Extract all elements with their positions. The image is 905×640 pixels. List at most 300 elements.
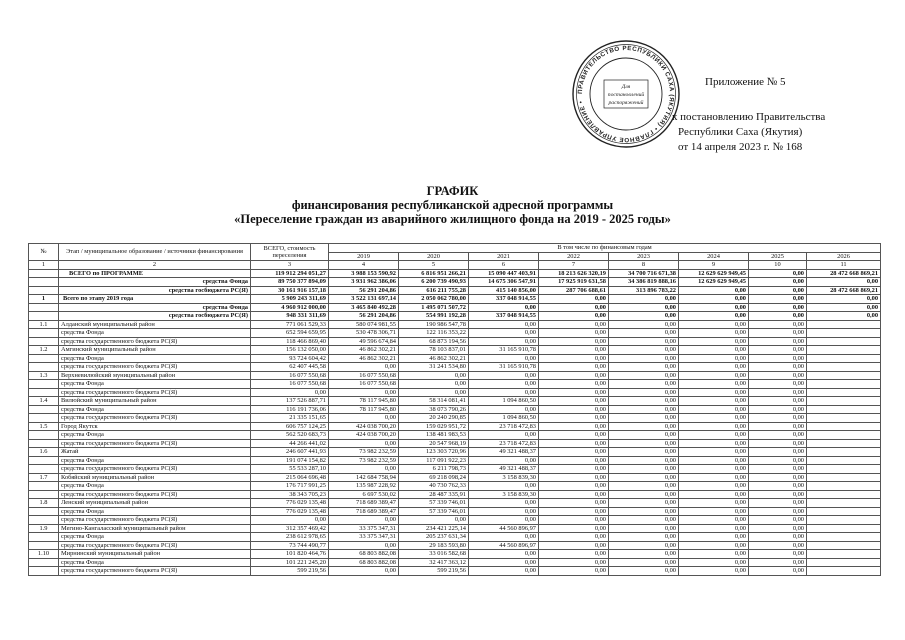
- row-year-value: 0,00: [609, 541, 679, 550]
- row-year-value: 44 560 896,97: [469, 541, 539, 550]
- row-year-value: 16 077 550,68: [329, 380, 399, 389]
- row-year-value: [807, 499, 881, 508]
- row-year-value: 34 700 716 671,38: [609, 269, 679, 278]
- row-year-value: 3 522 131 697,14: [329, 295, 399, 304]
- row-label: ВСЕГО по ПРОГРАММЕ: [59, 269, 251, 278]
- heading-title: ГРАФИК: [426, 184, 479, 198]
- row-label: Мирнинский муниципальный район: [59, 550, 251, 559]
- row-year-value: 46 862 302,21: [329, 354, 399, 363]
- table-row: [29, 465, 881, 474]
- row-label: средства Фонда: [59, 507, 251, 516]
- row-label: средства государственного бюджета РС(Я): [59, 414, 251, 423]
- row-year-value: 17 925 919 631,58: [539, 278, 609, 287]
- row-year-value: 31 241 534,80: [399, 363, 469, 372]
- row-year-value: 0,00: [679, 499, 749, 508]
- row-total-value: 599 219,56: [251, 567, 329, 576]
- row-year-value: [807, 405, 881, 414]
- row-label: Кобяйский муниципальный район: [59, 473, 251, 482]
- row-year-value: 0,00: [679, 312, 749, 321]
- table-row: [29, 499, 881, 508]
- row-total-value: 93 724 604,42: [251, 354, 329, 363]
- row-label: средства Фонда: [59, 354, 251, 363]
- table-row: [29, 541, 881, 550]
- row-year-value: 0,00: [539, 422, 609, 431]
- row-year-value: [807, 541, 881, 550]
- row-total-value: 0,00: [251, 516, 329, 525]
- row-year-value: [807, 397, 881, 406]
- header-year: 2024: [679, 252, 749, 261]
- row-total-value: 101 221 245,20: [251, 558, 329, 567]
- row-year-value: 0,00: [749, 516, 807, 525]
- row-number: 1.4: [29, 397, 59, 406]
- row-year-value: 0,00: [329, 541, 399, 550]
- row-year-value: [807, 388, 881, 397]
- heading-subtitle: финансирования республиканской адресной программы: [291, 198, 614, 212]
- row-year-value: [807, 439, 881, 448]
- row-year-value: 6 200 739 490,93: [399, 278, 469, 287]
- table-row: [29, 507, 881, 516]
- appendix-decree-line: к постановлению Правительства: [672, 111, 826, 123]
- row-year-value: 0,00: [469, 499, 539, 508]
- row-year-value: 0,00: [469, 550, 539, 559]
- row-year-value: 12 629 629 949,45: [679, 278, 749, 287]
- row-year-value: 0,00: [679, 354, 749, 363]
- row-year-value: 0,00: [679, 473, 749, 482]
- row-year-value: 0,00: [609, 431, 679, 440]
- row-year-value: 0,00: [609, 516, 679, 525]
- row-year-value: 580 074 981,55: [329, 320, 399, 329]
- row-number: [29, 507, 59, 516]
- row-year-value: 0,00: [469, 516, 539, 525]
- row-year-value: [807, 337, 881, 346]
- row-year-value: 12 629 629 949,45: [679, 269, 749, 278]
- row-year-value: 142 684 758,94: [329, 473, 399, 482]
- row-year-value: 0,00: [329, 465, 399, 474]
- row-year-value: 68 873 194,56: [399, 337, 469, 346]
- row-year-value: 0,00: [469, 337, 539, 346]
- row-year-value: 0,00: [539, 371, 609, 380]
- row-total-value: 101 820 464,76: [251, 550, 329, 559]
- row-year-value: 0,00: [539, 380, 609, 389]
- row-year-value: 15 090 447 403,91: [469, 269, 539, 278]
- header-stage: Этап / муниципальное образование / источники финансирования: [59, 244, 251, 261]
- row-year-value: 3 158 839,30: [469, 473, 539, 482]
- table-row: [29, 524, 881, 533]
- row-number: 1.9: [29, 524, 59, 533]
- row-total-value: 116 191 736,06: [251, 405, 329, 414]
- row-year-value: 0,00: [539, 541, 609, 550]
- row-total-value: 776 029 135,48: [251, 499, 329, 508]
- row-year-value: 205 237 631,34: [399, 533, 469, 542]
- row-year-value: 0,00: [679, 456, 749, 465]
- row-label: средства государственного бюджета РС(Я): [59, 439, 251, 448]
- appendix-date-line: от 14 апреля 2023 г. № 168: [678, 141, 803, 153]
- row-year-value: 0,00: [609, 448, 679, 457]
- table-row: [29, 269, 881, 278]
- row-year-value: [807, 524, 881, 533]
- stamp-ring-text: ПРАВИТЕЛЬСТВО РЕСПУБЛИКИ САХА (ЯКУТИЯ) • ГЛАВНОЕ УПРАВЛЕНИЕ •: [576, 44, 676, 144]
- row-number: 1.6: [29, 448, 59, 457]
- row-year-value: 0,00: [679, 448, 749, 457]
- official-stamp: [570, 38, 682, 150]
- heading-program-name: «Переселение граждан из аварийного жилищного фонда на 2019 - 2025 годы»: [234, 212, 671, 226]
- row-year-value: 0,00: [329, 363, 399, 372]
- row-label: средства госбюджета РС(Я): [59, 312, 251, 321]
- row-number: [29, 337, 59, 346]
- table-row: [29, 388, 881, 397]
- header-year: 2021: [469, 252, 539, 261]
- row-total-value: 16 077 550,68: [251, 371, 329, 380]
- row-number: [29, 286, 59, 295]
- row-year-value: 40 730 762,33: [399, 482, 469, 491]
- row-year-value: 0,00: [609, 550, 679, 559]
- row-year-value: 0,00: [539, 354, 609, 363]
- row-year-value: [807, 329, 881, 338]
- row-year-value: [807, 473, 881, 482]
- col-number: 3: [251, 261, 329, 270]
- row-total-value: 5 909 243 311,69: [251, 295, 329, 304]
- row-year-value: 49 321 488,37: [469, 465, 539, 474]
- row-year-value: 0,00: [749, 371, 807, 380]
- row-year-value: [807, 363, 881, 372]
- row-year-value: 0,00: [749, 550, 807, 559]
- row-year-value: 31 165 910,78: [469, 363, 539, 372]
- row-year-value: 0,00: [749, 456, 807, 465]
- row-year-value: 73 982 232,59: [329, 448, 399, 457]
- row-total-value: 21 335 151,65: [251, 414, 329, 423]
- row-year-value: [807, 320, 881, 329]
- row-year-value: [807, 414, 881, 423]
- row-year-value: [807, 346, 881, 355]
- row-year-value: 0,00: [609, 320, 679, 329]
- row-year-value: 0,00: [749, 448, 807, 457]
- row-year-value: 0,00: [679, 533, 749, 542]
- row-year-value: 0,00: [749, 312, 807, 321]
- row-year-value: 122 116 353,22: [399, 329, 469, 338]
- row-year-value: 0,00: [749, 473, 807, 482]
- row-year-value: 135 987 228,92: [329, 482, 399, 491]
- row-year-value: 0,00: [539, 329, 609, 338]
- row-year-value: 0,00: [609, 295, 679, 304]
- row-year-value: 18 213 626 320,19: [539, 269, 609, 278]
- stamp-center-line-3: распоряжений: [608, 100, 644, 106]
- row-year-value: 0,00: [807, 295, 881, 304]
- header-num: №: [29, 244, 59, 261]
- table-row: [29, 567, 881, 576]
- row-number: [29, 363, 59, 372]
- row-total-value: 55 533 287,10: [251, 465, 329, 474]
- row-number: [29, 490, 59, 499]
- row-label: Вилюйский муниципальный район: [59, 397, 251, 406]
- row-label: средства государственного бюджета РС(Я): [59, 516, 251, 525]
- row-year-value: 0,00: [539, 507, 609, 516]
- row-year-value: 0,00: [539, 346, 609, 355]
- row-year-value: 0,00: [749, 388, 807, 397]
- row-year-value: [807, 490, 881, 499]
- row-year-value: 0,00: [679, 465, 749, 474]
- row-year-value: 29 183 593,80: [399, 541, 469, 550]
- row-total-value: 562 520 683,73: [251, 431, 329, 440]
- row-year-value: 0,00: [679, 371, 749, 380]
- row-label: Мегино-Кангаласский муниципальный район: [59, 524, 251, 533]
- row-year-value: 33 375 347,31: [329, 524, 399, 533]
- row-number: [29, 312, 59, 321]
- row-label: средства государственного бюджета РС(Я): [59, 363, 251, 372]
- row-year-value: 0,00: [539, 550, 609, 559]
- table-row: [29, 456, 881, 465]
- table-row: [29, 363, 881, 372]
- row-year-value: 0,00: [539, 558, 609, 567]
- table-row: [29, 448, 881, 457]
- row-label: средства Фонда: [59, 558, 251, 567]
- col-number: 9: [679, 261, 749, 270]
- table-row: [29, 329, 881, 338]
- col-number: 10: [749, 261, 807, 270]
- row-number: [29, 456, 59, 465]
- table-row: [29, 550, 881, 559]
- row-year-value: 0,00: [679, 524, 749, 533]
- row-total-value: 312 357 469,42: [251, 524, 329, 533]
- row-year-value: 0,00: [469, 354, 539, 363]
- header-year: 2026: [807, 252, 881, 261]
- row-year-value: 49 596 674,84: [329, 337, 399, 346]
- row-number: [29, 405, 59, 414]
- table-row: [29, 346, 881, 355]
- row-year-value: 0,00: [679, 303, 749, 312]
- row-year-value: [807, 422, 881, 431]
- row-year-value: 0,00: [679, 431, 749, 440]
- row-year-value: 0,00: [539, 524, 609, 533]
- row-year-value: 313 896 783,22: [609, 286, 679, 295]
- row-year-value: 0,00: [609, 465, 679, 474]
- row-year-value: 0,00: [679, 329, 749, 338]
- row-year-value: 0,00: [749, 320, 807, 329]
- row-year-value: [807, 567, 881, 576]
- header-year: 2023: [609, 252, 679, 261]
- row-year-value: 0,00: [679, 346, 749, 355]
- row-year-value: [807, 558, 881, 567]
- row-year-value: [807, 380, 881, 389]
- row-year-value: 0,00: [749, 405, 807, 414]
- row-year-value: 0,00: [749, 286, 807, 295]
- table-row: [29, 516, 881, 525]
- row-year-value: [807, 456, 881, 465]
- header-total: ВСЕГО, стоимость переселения: [251, 244, 329, 261]
- header-year: 2019: [329, 252, 399, 261]
- table-row: [29, 320, 881, 329]
- row-label: средства государственного бюджета РС(Я): [59, 388, 251, 397]
- row-year-value: 6 816 951 266,21: [399, 269, 469, 278]
- row-year-value: [807, 507, 881, 516]
- row-total-value: 118 466 869,40: [251, 337, 329, 346]
- row-year-value: 2 050 062 780,00: [399, 295, 469, 304]
- row-year-value: 0,00: [539, 465, 609, 474]
- col-number: 1: [29, 261, 59, 270]
- row-year-value: 0,00: [329, 388, 399, 397]
- row-year-value: 0,00: [679, 380, 749, 389]
- row-total-value: 191 074 154,82: [251, 456, 329, 465]
- appendix-government-line: Республики Саха (Якутия): [678, 126, 803, 138]
- header-year: 2022: [539, 252, 609, 261]
- row-label: Верхневилюйский муниципальный район: [59, 371, 251, 380]
- table-row: [29, 278, 881, 287]
- row-year-value: 287 706 688,61: [539, 286, 609, 295]
- row-label: средства Фонда: [59, 456, 251, 465]
- row-year-value: 56 291 204,86: [329, 286, 399, 295]
- row-year-value: 0,00: [609, 414, 679, 423]
- row-year-value: 20 547 968,19: [399, 439, 469, 448]
- row-year-value: 0,00: [329, 516, 399, 525]
- row-year-value: 0,00: [609, 346, 679, 355]
- row-year-value: 32 417 363,12: [399, 558, 469, 567]
- row-year-value: 616 211 755,28: [399, 286, 469, 295]
- row-year-value: 0,00: [749, 431, 807, 440]
- row-number: 1.7: [29, 473, 59, 482]
- row-year-value: 1 495 071 507,72: [399, 303, 469, 312]
- row-year-value: 337 048 914,55: [469, 312, 539, 321]
- row-year-value: 159 029 951,72: [399, 422, 469, 431]
- row-year-value: 78 103 837,01: [399, 346, 469, 355]
- row-year-value: 0,00: [749, 329, 807, 338]
- table-row: [29, 422, 881, 431]
- row-year-value: 34 386 819 888,16: [609, 278, 679, 287]
- row-label: средства Фонда: [59, 329, 251, 338]
- row-label: средства государственного бюджета РС(Я): [59, 567, 251, 576]
- row-year-value: 0,00: [749, 507, 807, 516]
- row-total-value: 0,00: [251, 388, 329, 397]
- row-year-value: 0,00: [609, 337, 679, 346]
- row-year-value: 0,00: [609, 363, 679, 372]
- row-number: [29, 414, 59, 423]
- stamp-center-line-2: постановлений: [607, 92, 645, 98]
- row-number: 1.3: [29, 371, 59, 380]
- row-year-value: [807, 516, 881, 525]
- table-row: [29, 354, 881, 363]
- row-label: Алданский муниципальный район: [59, 320, 251, 329]
- row-label: средства Фонда: [59, 278, 251, 287]
- row-year-value: 78 117 945,80: [329, 405, 399, 414]
- row-year-value: 0,00: [329, 567, 399, 576]
- row-year-value: 415 140 856,00: [469, 286, 539, 295]
- row-year-value: 0,00: [749, 567, 807, 576]
- row-year-value: 0,00: [539, 295, 609, 304]
- row-year-value: 0,00: [539, 567, 609, 576]
- row-total-value: 215 064 696,48: [251, 473, 329, 482]
- row-year-value: 0,00: [609, 388, 679, 397]
- row-number: 1.1: [29, 320, 59, 329]
- row-year-value: [807, 533, 881, 542]
- row-year-value: 0,00: [749, 541, 807, 550]
- row-year-value: 0,00: [749, 295, 807, 304]
- row-total-value: 948 331 311,69: [251, 312, 329, 321]
- row-total-value: 89 750 377 894,09: [251, 278, 329, 287]
- row-year-value: 0,00: [679, 363, 749, 372]
- row-year-value: 0,00: [749, 337, 807, 346]
- row-year-value: 0,00: [609, 567, 679, 576]
- row-year-value: 0,00: [539, 431, 609, 440]
- row-label: средства государственного бюджета РС(Я): [59, 465, 251, 474]
- row-label: средства Фонда: [59, 482, 251, 491]
- row-year-value: 0,00: [609, 482, 679, 491]
- row-number: [29, 439, 59, 448]
- table-row: [29, 482, 881, 491]
- row-label: Ленский муниципальный район: [59, 499, 251, 508]
- row-year-value: 0,00: [749, 269, 807, 278]
- row-year-value: [807, 371, 881, 380]
- row-year-value: 0,00: [469, 303, 539, 312]
- row-year-value: 0,00: [469, 371, 539, 380]
- row-year-value: 0,00: [807, 312, 881, 321]
- row-year-value: 57 339 746,01: [399, 499, 469, 508]
- row-year-value: 0,00: [679, 414, 749, 423]
- row-year-value: 0,00: [609, 380, 679, 389]
- row-year-value: 0,00: [469, 507, 539, 516]
- row-total-value: 73 744 490,77: [251, 541, 329, 550]
- row-year-value: 424 038 700,20: [329, 422, 399, 431]
- row-year-value: 33 016 582,68: [399, 550, 469, 559]
- row-year-value: 16 077 550,68: [329, 371, 399, 380]
- row-year-value: 0,00: [609, 439, 679, 448]
- row-year-value: 0,00: [609, 490, 679, 499]
- row-number: [29, 533, 59, 542]
- row-year-value: 337 048 914,55: [469, 295, 539, 304]
- document-heading: [0, 184, 905, 226]
- row-year-value: [807, 431, 881, 440]
- row-label: средства Фонда: [59, 380, 251, 389]
- row-year-value: 0,00: [609, 303, 679, 312]
- row-year-value: 117 091 922,23: [399, 456, 469, 465]
- row-number: 1: [29, 295, 59, 304]
- row-label: средства Фонда: [59, 533, 251, 542]
- row-year-value: 0,00: [807, 303, 881, 312]
- row-number: [29, 278, 59, 287]
- table-row: [29, 414, 881, 423]
- row-year-value: 718 689 389,47: [329, 499, 399, 508]
- row-year-value: 46 862 302,21: [399, 354, 469, 363]
- row-year-value: [807, 354, 881, 363]
- row-year-value: 0,00: [539, 482, 609, 491]
- table-row: [29, 439, 881, 448]
- row-year-value: 530 478 306,71: [329, 329, 399, 338]
- row-year-value: 14 675 306 547,91: [469, 278, 539, 287]
- row-total-value: 652 594 659,95: [251, 329, 329, 338]
- row-year-value: 28 487 335,91: [399, 490, 469, 499]
- row-year-value: 0,00: [679, 490, 749, 499]
- row-number: [29, 482, 59, 491]
- row-year-value: 3 465 840 492,28: [329, 303, 399, 312]
- row-number: 1.10: [29, 550, 59, 559]
- row-year-value: 0,00: [749, 499, 807, 508]
- col-number: 8: [609, 261, 679, 270]
- row-year-value: 0,00: [749, 303, 807, 312]
- row-year-value: 44 560 896,97: [469, 524, 539, 533]
- row-year-value: 424 038 700,20: [329, 431, 399, 440]
- table-row: [29, 312, 881, 321]
- row-year-value: 23 718 472,83: [469, 422, 539, 431]
- row-year-value: 0,00: [539, 388, 609, 397]
- row-year-value: 23 718 472,83: [469, 439, 539, 448]
- row-total-value: 176 717 991,25: [251, 482, 329, 491]
- row-year-value: 0,00: [749, 533, 807, 542]
- row-year-value: 123 303 720,96: [399, 448, 469, 457]
- row-year-value: 6 697 530,02: [329, 490, 399, 499]
- row-label: средства Фонда: [59, 405, 251, 414]
- table-row: [29, 295, 881, 304]
- row-year-value: 0,00: [749, 414, 807, 423]
- row-year-value: 57 339 746,01: [399, 507, 469, 516]
- row-total-value: 62 407 445,58: [251, 363, 329, 372]
- row-year-value: 3 158 839,30: [469, 490, 539, 499]
